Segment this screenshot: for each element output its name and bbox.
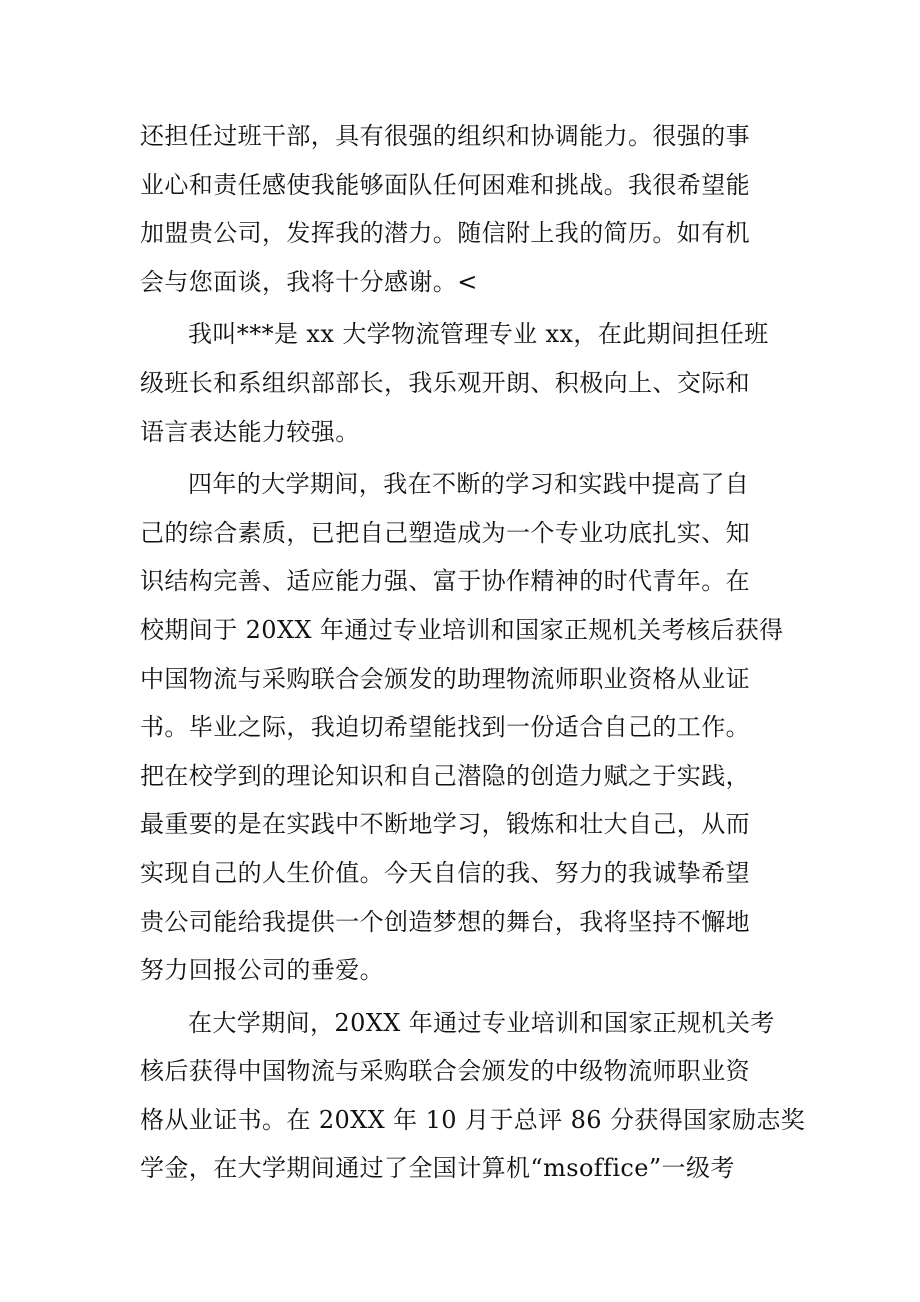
text-line: 加盟贵公司，发挥我的潜力。随信附上我的简历。如有机 — [140, 219, 750, 248]
text-line: 努力回报公司的垂爱。 — [140, 956, 384, 985]
text-line: 学金，在大学期间通过了全国计算机“msoffice”一级考 — [140, 1154, 735, 1183]
text-line: 书。毕业之际，我迫切希望能找到一份适合自己的工作。 — [140, 713, 750, 742]
text-line: 己的综合素质，已把自己塑造成为一个专业功底扎实、知 — [140, 518, 750, 547]
paragraph-3 — [140, 460, 800, 995]
document-body — [140, 112, 806, 1193]
text-line: 最重要的是在实践中不断地学习，锻炼和壮大自己，从而 — [140, 810, 750, 839]
text-line: 还担任过班干部，具有很强的组织和协调能力。很强的事 — [140, 122, 750, 150]
text-line: 实现自己的人生价值。今天自信的我、努力的我诚挚希望 — [140, 858, 750, 887]
text-line: 我叫***是 xx 大学物流管理专业 xx，在此期间担任班 — [188, 320, 769, 349]
text-line: 在大学期间，20XX 年通过专业培训和国家正规机关考 — [188, 1008, 775, 1037]
text-line: 把在校学到的理论知识和自己潜隐的创造力赋之于实践， — [140, 761, 750, 790]
text-line: 格从业证书。在 20XX 年 10 月于总评 86 分获得国家励志奖 — [140, 1105, 806, 1134]
text-line: 中国物流与采购联合会颁发的助理物流师职业资格从业证 — [140, 664, 750, 693]
text-line: 识结构完善、适应能力强、富于协作精神的时代青年。在 — [140, 567, 750, 596]
text-line: 贵公司能给我提供一个创造梦想的舞台，我将坚持不懈地 — [140, 907, 750, 936]
paragraph-4 — [140, 999, 806, 1193]
text-line: 业心和责任感使我能够面队任何困难和挑战。我很希望能 — [140, 170, 750, 199]
paragraph-1 — [140, 112, 800, 306]
text-line: 会与您面谈，我将十分感谢。< — [140, 267, 478, 296]
text-line: 校期间于 20XX 年通过专业培训和国家正规机关考核后获得 — [140, 615, 784, 644]
text-line: 级班长和系组织部部长，我乐观开朗、积极向上、交际和 — [140, 368, 750, 397]
paragraph-2 — [140, 310, 800, 456]
text-line: 语言表达能力较强。 — [140, 417, 360, 446]
text-line: 核后获得中国物流与采购联合会颁发的中级物流师职业资 — [140, 1057, 750, 1086]
text-line: 四年的大学期间，我在不断的学习和实践中提高了自 — [188, 470, 750, 499]
